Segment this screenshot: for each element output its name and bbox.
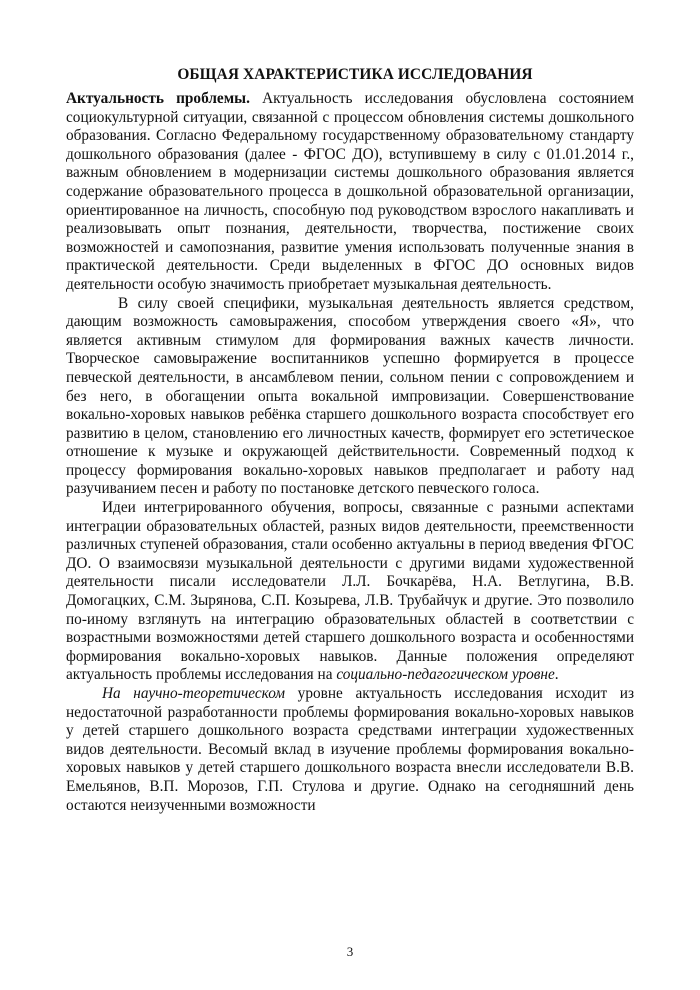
emphasis-text: На научно-теоретическом [102, 685, 286, 702]
run-in-heading: Актуальность проблемы. [66, 90, 250, 107]
document-body [66, 90, 634, 815]
paragraph-musical-activity: В силу своей специфики, музыкальная деятельность является средством, дающим возможность самовыражения, способом утверждения своего «Я», что является активным стимулом для формирования важных качеств личности. Творческое самовыражение воспитанников успешно формируется в процессе певческой деятельности, в ансамблевом пении, сольном пении с сопровождением и без него, в обогащении опыта вокальной импровизации. Совершенствование вокально-хоровых навыков ребёнка старшего дошкольного возраста способствует его развитию в целом, становлению его личностных качеств, формирует его эстетическое отношение к музыке и окружающей действительности. Современный подход к процессу формирования вокально-хоровых навыков предполагает и работу над разучиванием песен и работу по постановке детского певческого голоса. [66, 294, 634, 498]
paragraph-integration [66, 499, 634, 685]
paragraph-text: Актуальность исследования обусловлена состоянием социокультурной ситуации, связанной с процессом обновления системы дошкольного образования. Согласно Федеральному государственному образовательному стандарту дошкольного образования (далее - ФГОС ДО), вступившему в силу с 01.01.2014 г., важным обновлением в модернизации системы дошкольного образования является содержание образовательного процесса в дошкольной образовательной организации, ориентированное на личность, способную под руководством взрослого накапливать и реализовывать опыт познания, деятельности, творчества, постижение своих возможностей и самопознания, развитие умения использовать полученные знания в практической деятельности. Среди выделенных в ФГОС ДО основных видов деятельности особую значимость приобретает музыкальная деятельность. [66, 90, 634, 293]
emphasis-text: социально-педагогическом уровне [336, 666, 555, 684]
paragraph-tail: . [554, 666, 559, 684]
page-number: 3 [346, 944, 354, 959]
paragraph-theoretical-level [66, 685, 634, 815]
page-title: ОБЩАЯ ХАРАКТЕРИСТИКА ИССЛЕДОВАНИЯ [177, 66, 533, 83]
paragraph-relevance [66, 90, 634, 295]
paragraph-text: уровне актуальность исследования исходит из недостаточной разработанности проблемы формирования вокально-хоровых навыков у детей старшего дошкольного возраста средствами интеграции художественных видов деятельности. Весомый вклад в изучение проблемы формирования вокально-хоровых навыков у детей старшего дошкольного возраста внесли исследователи В.В. Емельянов, В.П. Морозов, Г.П. Стулова и другие. Однако на сегодняшний день остаются неизученными возможности [66, 685, 635, 814]
paragraph-text: Идеи интегрированного обучения, вопросы, связанные с разными аспектами интеграции образовательных областей, разных видов деятельности, преемственности различных ступеней образования, стали особенно актуальны в период введения ФГОС ДО. О взаимосвязи музыкальной деятельности с другими видами художественной деятельности писали исследователи Л.Л. Бочкарёва, Н.А. Ветлугина, В.В. Домогацких, С.М. Зырянова, С.П. Козырева, Л.В. Трубайчук и другие. Это позволило по-иному взглянуть на интеграцию образовательных областей в соответствии с возрастными возможностями детей старшего дошкольного возраста и особенностями формирования вокально-хоровых навыков. Данные положения определяют актуальность проблемы исследования на [66, 499, 634, 684]
